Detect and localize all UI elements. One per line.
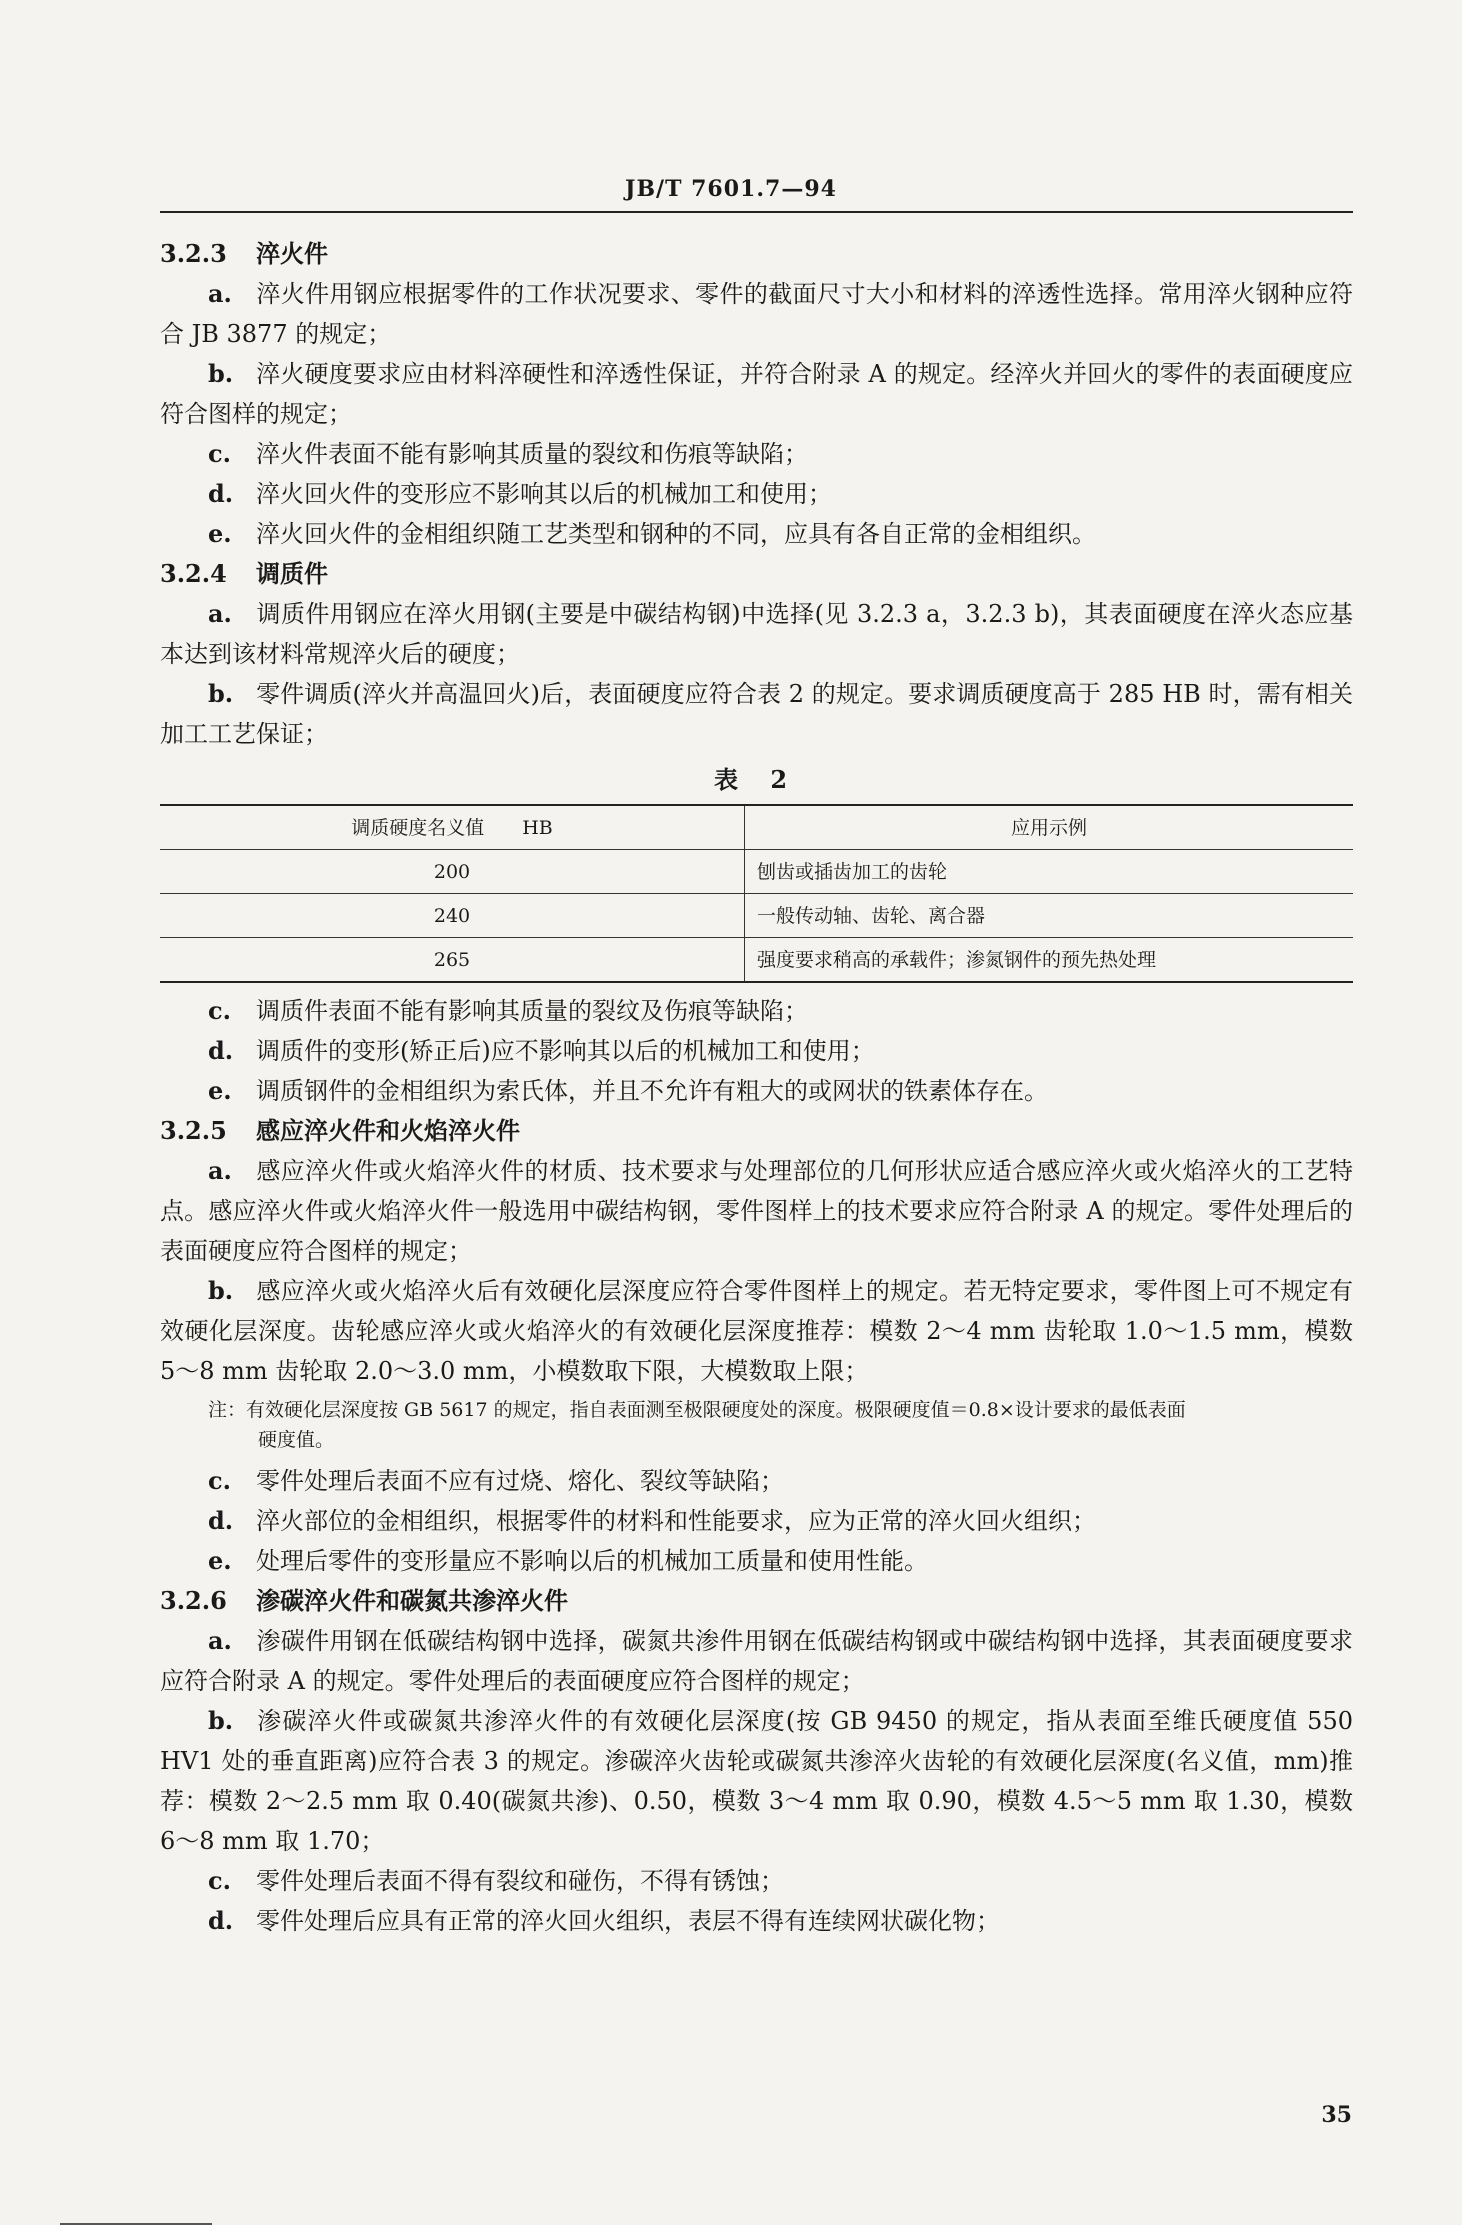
clause-label: a. [208,599,232,628]
clause-3-2-6-b [160,1701,1353,1861]
table-caption: 表 2 [713,765,800,794]
clause-3-2-6-d [160,1901,1353,1941]
clause-3-2-5-a [160,1151,1353,1271]
clause-text: 调质钢件的金相组织为索氏体，并且不允许有粗大的或网状的铁素体存在。 [256,1077,1048,1105]
clause-label: c. [208,1466,231,1495]
column-header-usage: 应用示例 [745,805,1354,850]
clause-3-2-4-c [160,991,1353,1031]
clause-label: e. [208,1076,232,1105]
note-text: 注：有效硬化层深度按 GB 5617 的规定，指自表面测至极限硬度处的深度。极限硬度值＝0.8×设计要求的最低表面 [208,1399,1186,1421]
clause-3-2-3-a [160,274,1353,354]
clause-label: e. [208,519,232,548]
clause-3-2-4-b [160,674,1353,754]
clause-3-2-3-b [160,354,1353,434]
clause-3-2-5-b [160,1271,1353,1391]
section-number: 3.2.5 [160,1116,227,1145]
section-number: 3.2.6 [160,1586,227,1615]
clause-3-2-5-e [160,1541,1353,1581]
clause-label: c. [208,1866,231,1895]
section-heading-3-2-5 [160,1111,1353,1151]
clause-text: 零件处理后表面不得有裂纹和碰伤，不得有锈蚀； [256,1867,784,1895]
section-heading-3-2-3 [160,234,1353,274]
column-header-hardness: 调质硬度名义值 HB [160,805,745,850]
usage-cell: 刨齿或插齿加工的齿轮 [745,850,1354,894]
clause-3-2-3-e [160,514,1353,554]
clause-label: b. [208,359,234,388]
clause-3-2-4-a [160,594,1353,674]
usage-cell: 强度要求稍高的承载件；渗氮钢件的预先热处理 [745,938,1354,983]
clause-label: d. [208,1036,234,1065]
clause-label: c. [208,439,231,468]
clause-label: a. [208,1626,232,1655]
header-rule [160,211,1353,213]
section-title: 调质件 [256,559,328,588]
clause-3-2-6-a [160,1621,1353,1701]
clause-label: b. [208,1276,234,1305]
hardness-table [160,804,1353,983]
section-number: 3.2.4 [160,559,227,588]
clause-3-2-3-c [160,434,1353,474]
clause-text: 感应淬火件或火焰淬火件的材质、技术要求与处理部位的几何形状应适合感应淬火或火焰淬火的工艺特点。感应淬火件或火焰淬火件一般选用中碳结构钢，零件图样上的技术要求应符合附录 A 的规定。零件处理后的表面硬度应符合图样的规定； [160,1157,1353,1265]
clause-label: a. [208,1156,232,1185]
note [160,1391,1353,1461]
hardness-cell: 200 [160,850,745,894]
clause-text: 渗碳件用钢在低碳结构钢中选择，碳氮共渗件用钢在低碳结构钢或中碳结构钢中选择，其表面硬度要求应符合附录 A 的规定。零件处理后的表面硬度应符合图样的规定； [160,1627,1353,1695]
clause-text: 淬火部位的金相组织，根据零件的材料和性能要求，应为正常的淬火回火组织； [256,1507,1096,1535]
clause-text: 处理后零件的变形量应不影响以后的机械加工质量和使用性能。 [256,1547,928,1575]
clause-label: d. [208,1906,234,1935]
clause-3-2-5-d [160,1501,1353,1541]
document-body [160,234,1353,1941]
usage-cell: 一般传动轴、齿轮、离合器 [745,894,1354,938]
clause-text: 调质件用钢应在淬火用钢(主要是中碳结构钢)中选择(见 3.2.3 a，3.2.3 b)，其表面硬度在淬火态应基本达到该材料常规淬火后的硬度； [160,600,1353,668]
clause-text: 调质件的变形(矫正后)应不影响其以后的机械加工和使用； [256,1037,875,1065]
section-heading-3-2-4 [160,554,1353,594]
section-title: 淬火件 [256,239,328,268]
hardness-cell: 240 [160,894,745,938]
clause-label: b. [208,1706,234,1735]
clause-text: 淬火件表面不能有影响其质量的裂纹和伤痕等缺陷； [256,440,808,468]
clause-text: 淬火硬度要求应由材料淬硬性和淬透性保证，并符合附录 A 的规定。经淬火并回火的零件的表面硬度应符合图样的规定； [160,360,1353,428]
section-number: 3.2.3 [160,239,227,268]
page-number: 35 [1321,2102,1352,2128]
table-row [160,850,1353,894]
clause-3-2-3-d [160,474,1353,514]
clause-label: d. [208,479,234,508]
clause-3-2-5-c [160,1461,1353,1501]
note-continuation: 硬度值。 [258,1429,335,1451]
clause-label: a. [208,279,232,308]
clause-3-2-6-c [160,1861,1353,1901]
clause-text: 渗碳淬火件或碳氮共渗淬火件的有效硬化层深度(按 GB 9450 的规定，指从表面至维氏硬度值 550 HV1 处的垂直距离)应符合表 3 的规定。渗碳淬火齿轮或碳氮共渗淬火齿轮的有效硬化层深度(名义值，mm)推荐：模数 2～2.5 mm 取 0.40(碳氮共渗)、0.50，模数 3～4 mm 取 0.90，模数 4.5～5 mm 取 1.30，模数 6～8 mm 取 1.70； [160,1707,1353,1855]
clause-text: 淬火回火件的金相组织随工艺类型和钢种的不同，应具有各自正常的金相组织。 [256,520,1096,548]
clause-text: 调质件表面不能有影响其质量的裂纹及伤痕等缺陷； [256,997,808,1025]
hardness-cell: 265 [160,938,745,983]
clause-text: 淬火回火件的变形应不影响其以后的机械加工和使用； [256,480,832,508]
clause-label: e. [208,1546,232,1575]
clause-3-2-4-e [160,1071,1353,1111]
section-heading-3-2-6 [160,1581,1353,1621]
table-row [160,894,1353,938]
clause-text: 淬火件用钢应根据零件的工作状况要求、零件的截面尺寸大小和材料的淬透性选择。常用淬火钢种应符合 JB 3877 的规定； [160,280,1353,348]
clause-label: c. [208,996,231,1025]
table-row [160,938,1353,983]
table-header-row [160,805,1353,850]
clause-text: 零件调质(淬火并高温回火)后，表面硬度应符合表 2 的规定。要求调质硬度高于 285 HB 时，需有相关加工工艺保证； [160,680,1353,748]
clause-text: 零件处理后应具有正常的淬火回火组织，表层不得有连续网状碳化物； [256,1907,1000,1935]
clause-text: 感应淬火或火焰淬火后有效硬化层深度应符合零件图样上的规定。若无特定要求，零件图上可不规定有效硬化层深度。齿轮感应淬火或火焰淬火的有效硬化层深度推荐：模数 2～4 mm 齿轮取 1.0～1.5 mm，模数 5～8 mm 齿轮取 2.0～3.0 mm，小模数取下限，大模数取上限； [160,1277,1353,1385]
clause-label: b. [208,679,234,708]
clause-label: d. [208,1506,234,1535]
clause-text: 零件处理后表面不应有过烧、熔化、裂纹等缺陷； [256,1467,784,1495]
clause-3-2-4-d [160,1031,1353,1071]
section-title: 感应淬火件和火焰淬火件 [256,1116,520,1145]
document-header: JB/T 7601.7—94 [625,176,837,202]
section-title: 渗碳淬火件和碳氮共渗淬火件 [256,1586,568,1615]
